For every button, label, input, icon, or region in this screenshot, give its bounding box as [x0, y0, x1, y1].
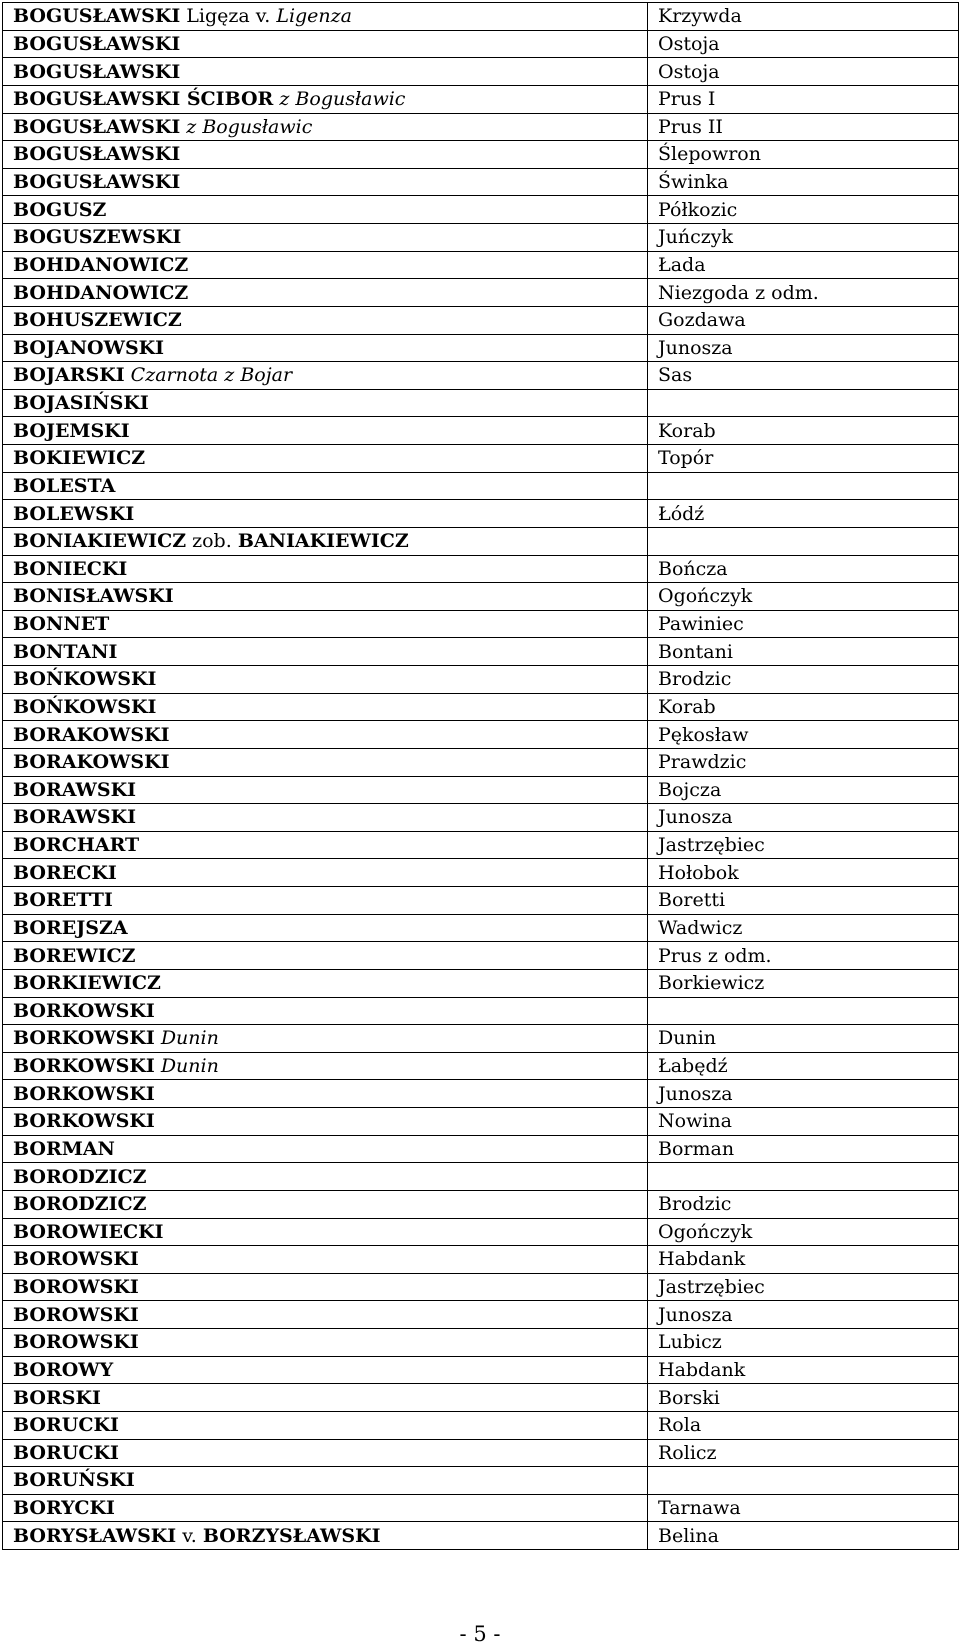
coat-of-arms: Hołobok — [658, 861, 739, 884]
surname-cell — [3, 1190, 648, 1218]
table-row — [3, 1108, 959, 1136]
surname: BOROWIECKI — [13, 1220, 164, 1243]
coat-of-arms: Nowina — [658, 1110, 732, 1133]
table-row — [3, 445, 959, 473]
coat-of-arms: Gozdawa — [658, 309, 746, 332]
coat-of-arms-cell — [648, 527, 959, 555]
surname-reference: BORZYSŁAWSKI — [202, 1524, 381, 1547]
coat-of-arms: Junosza — [658, 806, 733, 829]
coat-of-arms: Habdank — [658, 1358, 746, 1381]
table-row — [3, 1467, 959, 1495]
coat-of-arms-cell — [648, 168, 959, 196]
surname-cell — [3, 693, 648, 721]
coat-of-arms-cell — [648, 1384, 959, 1412]
surname-cell — [3, 914, 648, 942]
surname-cell — [3, 1301, 648, 1329]
surname-note: Ligęza v. Ligenza — [186, 5, 353, 28]
surname-cell — [3, 1025, 648, 1053]
coat-of-arms: Topór — [658, 447, 714, 470]
coat-of-arms: Niezgoda z odm. — [658, 281, 819, 304]
surname-reference: BANIAKIEWICZ — [237, 530, 409, 553]
surname-cell — [3, 30, 648, 58]
table-row — [3, 969, 959, 997]
table-row — [3, 224, 959, 252]
surname: BORCHART — [13, 834, 140, 857]
coat-of-arms-cell — [648, 914, 959, 942]
coat-of-arms-cell — [648, 1356, 959, 1384]
surname-cell — [3, 748, 648, 776]
surname-cell — [3, 1439, 648, 1467]
surname-cell — [3, 334, 648, 362]
surname-cell — [3, 555, 648, 583]
coat-of-arms: Borman — [658, 1137, 735, 1160]
surname: BORAKOWSKI — [13, 723, 170, 746]
surname: BOGUSŁAWSKI — [13, 171, 181, 194]
coat-of-arms: Sas — [658, 364, 693, 387]
coat-of-arms-cell — [648, 1135, 959, 1163]
surname: BOREWICZ — [13, 944, 136, 967]
coat-of-arms: Pawiniec — [658, 613, 744, 636]
table-row — [3, 721, 959, 749]
surname-cell — [3, 168, 648, 196]
surname: BOHDANOWICZ — [13, 253, 189, 276]
table-row — [3, 141, 959, 169]
surname: BORODZICZ — [13, 1165, 147, 1188]
surname: BONTANI — [13, 640, 118, 663]
table-row — [3, 638, 959, 666]
surname: BOREJSZA — [13, 916, 128, 939]
surname: BOROWSKI — [13, 1331, 139, 1354]
coat-of-arms: Belina — [658, 1524, 719, 1547]
coat-of-arms: Junosza — [658, 1303, 733, 1326]
coat-of-arms-cell — [648, 887, 959, 915]
coat-of-arms-cell — [648, 1052, 959, 1080]
coat-of-arms: Prus z odm. — [658, 944, 772, 967]
surname-cell — [3, 610, 648, 638]
surname-cell — [3, 804, 648, 832]
coat-of-arms: Borski — [658, 1386, 720, 1409]
surname-cell — [3, 141, 648, 169]
surname-cell — [3, 1052, 648, 1080]
coat-of-arms-cell — [648, 721, 959, 749]
surname-cell — [3, 1273, 648, 1301]
coat-of-arms-cell — [648, 1301, 959, 1329]
table-row — [3, 306, 959, 334]
surname: BOJEMSKI — [13, 419, 130, 442]
coat-of-arms-cell — [648, 417, 959, 445]
coat-of-arms-cell — [648, 113, 959, 141]
surname: BONIAKIEWICZ — [13, 530, 187, 553]
surname-cell — [3, 1246, 648, 1274]
table-row — [3, 196, 959, 224]
coat-of-arms: Lubicz — [658, 1331, 722, 1354]
surname-cell — [3, 85, 648, 113]
surname-cell — [3, 196, 648, 224]
surname-cell — [3, 279, 648, 307]
surname-cell — [3, 58, 648, 86]
table-row — [3, 1384, 959, 1412]
surname: BORKOWSKI — [13, 999, 155, 1022]
table-row — [3, 776, 959, 804]
table-row — [3, 1080, 959, 1108]
coat-of-arms-cell — [648, 831, 959, 859]
surname: BONNET — [13, 613, 110, 636]
table-row — [3, 362, 959, 390]
surname: BOŃKOWSKI — [13, 695, 157, 718]
coat-of-arms-cell — [648, 1494, 959, 1522]
table-row — [3, 831, 959, 859]
surname-cell — [3, 997, 648, 1025]
table-row — [3, 1246, 959, 1274]
coat-of-arms: Rola — [658, 1414, 702, 1437]
surname: BOGUSZ — [13, 198, 107, 221]
surname: BOROWSKI — [13, 1303, 139, 1326]
table-row — [3, 1411, 959, 1439]
surname-cell — [3, 1384, 648, 1412]
coat-of-arms-cell — [648, 859, 959, 887]
coat-of-arms: Jastrzębiec — [658, 834, 765, 857]
surname-note: z Bogusławic — [186, 115, 313, 138]
surname-cell — [3, 1329, 648, 1357]
surname-cell — [3, 1080, 648, 1108]
surname: BOHUSZEWICZ — [13, 309, 182, 332]
coat-of-arms-cell — [648, 804, 959, 832]
table-row — [3, 113, 959, 141]
surname: BOGUSŁAWSKI — [13, 115, 181, 138]
coat-of-arms-cell — [648, 1467, 959, 1495]
table-row — [3, 500, 959, 528]
coat-of-arms: Ogończyk — [658, 585, 753, 608]
surname: BONISŁAWSKI — [13, 585, 174, 608]
table-row — [3, 1439, 959, 1467]
surname: BORKOWSKI — [13, 1055, 155, 1078]
surname: BORKOWSKI — [13, 1027, 155, 1050]
table-row — [3, 748, 959, 776]
coat-of-arms: Tarnawa — [658, 1497, 741, 1520]
surname: BORAWSKI — [13, 806, 137, 829]
surname-cell — [3, 666, 648, 694]
table-row — [3, 417, 959, 445]
surname-note: zob. — [192, 530, 232, 553]
surname: BOGUSŁAWSKI — [13, 143, 181, 166]
surname-cell — [3, 1108, 648, 1136]
coat-of-arms-cell — [648, 472, 959, 500]
surname: BOROWSKI — [13, 1248, 139, 1271]
surname-note-variant: Ligenza — [276, 5, 353, 28]
coat-of-arms-cell — [648, 693, 959, 721]
coat-of-arms: Ogończyk — [658, 1220, 753, 1243]
coat-of-arms-cell — [648, 334, 959, 362]
coat-of-arms-cell — [648, 666, 959, 694]
table-row — [3, 555, 959, 583]
coat-of-arms: Krzywda — [658, 5, 742, 28]
coat-of-arms-cell — [648, 141, 959, 169]
surname: BOJANOWSKI — [13, 336, 165, 359]
surname: BOLESTA — [13, 474, 116, 497]
table-row — [3, 1052, 959, 1080]
table-row — [3, 1301, 959, 1329]
surname: BORYSŁAWSKI — [13, 1524, 177, 1547]
coat-of-arms: Korab — [658, 419, 716, 442]
table-row — [3, 1329, 959, 1357]
surname-cell — [3, 969, 648, 997]
coat-of-arms-cell — [648, 85, 959, 113]
surname-cell — [3, 224, 648, 252]
coat-of-arms-cell — [648, 306, 959, 334]
surname-cell — [3, 1356, 648, 1384]
surname-cell — [3, 113, 648, 141]
table-row — [3, 279, 959, 307]
coat-of-arms: Prus I — [658, 88, 716, 111]
surname: BOROWY — [13, 1358, 114, 1381]
coat-of-arms: Świnka — [658, 171, 729, 194]
surname: BORSKI — [13, 1386, 101, 1409]
table-row — [3, 334, 959, 362]
table-body — [3, 3, 959, 1550]
surname: BOJASIŃSKI — [13, 392, 149, 415]
coat-of-arms-cell — [648, 1218, 959, 1246]
table-row — [3, 1163, 959, 1191]
coat-of-arms-cell — [648, 583, 959, 611]
surname-cell — [3, 1163, 648, 1191]
coat-of-arms-cell — [648, 997, 959, 1025]
surname: BOGUSZEWSKI — [13, 226, 182, 249]
surname-cell — [3, 831, 648, 859]
armorial-table — [2, 2, 959, 1550]
coat-of-arms: Bończa — [658, 557, 728, 580]
coat-of-arms-cell — [648, 1246, 959, 1274]
surname: BORKIEWICZ — [13, 972, 161, 995]
surname: BOŃKOWSKI — [13, 668, 157, 691]
surname-cell — [3, 1467, 648, 1495]
surname-cell — [3, 251, 648, 279]
surname: BOROWSKI — [13, 1276, 139, 1299]
coat-of-arms: Ostoja — [658, 32, 720, 55]
coat-of-arms-cell — [648, 1411, 959, 1439]
coat-of-arms-cell — [648, 1080, 959, 1108]
coat-of-arms-cell — [648, 1025, 959, 1053]
coat-of-arms: Brodzic — [658, 1193, 732, 1216]
coat-of-arms: Korab — [658, 695, 716, 718]
surname-cell — [3, 472, 648, 500]
coat-of-arms-cell — [648, 1163, 959, 1191]
surname: BORKOWSKI — [13, 1082, 155, 1105]
coat-of-arms: Pękosław — [658, 723, 749, 746]
surname-cell — [3, 721, 648, 749]
surname: BORMAN — [13, 1137, 115, 1160]
coat-of-arms-cell — [648, 1273, 959, 1301]
coat-of-arms-cell — [648, 58, 959, 86]
coat-of-arms: Łada — [658, 253, 706, 276]
surname-cell — [3, 1411, 648, 1439]
table-row — [3, 693, 959, 721]
coat-of-arms-cell — [648, 389, 959, 417]
surname: BOGUSŁAWSKI — [13, 5, 181, 28]
coat-of-arms: Bojcza — [658, 778, 722, 801]
coat-of-arms-cell — [648, 942, 959, 970]
surname: BORUŃSKI — [13, 1469, 135, 1492]
surname-note: z Bogusławic — [279, 88, 406, 111]
table-row — [3, 804, 959, 832]
coat-of-arms-cell — [648, 500, 959, 528]
table-row — [3, 859, 959, 887]
surname: BOHDANOWICZ — [13, 281, 189, 304]
surname: BORUCKI — [13, 1414, 119, 1437]
surname: BOGUSŁAWSKI ŚCIBOR — [13, 88, 274, 111]
table-row — [3, 1273, 959, 1301]
surname-cell — [3, 583, 648, 611]
coat-of-arms: Borkiewicz — [658, 972, 765, 995]
surname: BOKIEWICZ — [13, 447, 146, 470]
coat-of-arms-cell — [648, 1522, 959, 1550]
coat-of-arms-cell — [648, 224, 959, 252]
table-row — [3, 610, 959, 638]
surname: BORAKOWSKI — [13, 751, 170, 774]
coat-of-arms: Ostoja — [658, 60, 720, 83]
table-row — [3, 942, 959, 970]
surname: BORAWSKI — [13, 778, 137, 801]
table-row — [3, 1218, 959, 1246]
surname: BONIECKI — [13, 557, 128, 580]
table-row — [3, 1356, 959, 1384]
surname-cell — [3, 942, 648, 970]
coat-of-arms-cell — [648, 1329, 959, 1357]
table-row — [3, 3, 959, 31]
surname-cell — [3, 445, 648, 473]
table-row — [3, 85, 959, 113]
coat-of-arms-cell — [648, 445, 959, 473]
table-row — [3, 914, 959, 942]
table-row — [3, 389, 959, 417]
surname-cell — [3, 859, 648, 887]
surname-note: Dunin — [160, 1027, 219, 1050]
coat-of-arms: Junosza — [658, 1082, 733, 1105]
surname-cell — [3, 887, 648, 915]
surname-cell — [3, 1494, 648, 1522]
surname-cell — [3, 500, 648, 528]
surname-cell — [3, 1522, 648, 1550]
table-row — [3, 527, 959, 555]
surname: BORODZICZ — [13, 1193, 147, 1216]
coat-of-arms: Juńczyk — [658, 226, 733, 249]
page-number: - 5 - — [459, 1622, 501, 1646]
surname-cell — [3, 389, 648, 417]
surname: BOLEWSKI — [13, 502, 135, 525]
coat-of-arms-cell — [648, 1190, 959, 1218]
surname-cell — [3, 638, 648, 666]
surname-cell — [3, 362, 648, 390]
table-row — [3, 58, 959, 86]
surname: BOGUSŁAWSKI — [13, 32, 181, 55]
coat-of-arms-cell — [648, 30, 959, 58]
coat-of-arms-cell — [648, 748, 959, 776]
surname-cell — [3, 3, 648, 31]
coat-of-arms: Prawdzic — [658, 751, 747, 774]
coat-of-arms: Rolicz — [658, 1441, 717, 1464]
surname-cell — [3, 1218, 648, 1246]
coat-of-arms: Bontani — [658, 640, 733, 663]
surname-cell — [3, 776, 648, 804]
table-row — [3, 887, 959, 915]
coat-of-arms: Jastrzębiec — [658, 1276, 765, 1299]
coat-of-arms: Dunin — [658, 1027, 717, 1050]
coat-of-arms-cell — [648, 3, 959, 31]
coat-of-arms: Wadwicz — [658, 916, 743, 939]
table-row — [3, 583, 959, 611]
coat-of-arms: Łabędź — [658, 1055, 728, 1078]
coat-of-arms-cell — [648, 251, 959, 279]
table-row — [3, 1522, 959, 1550]
surname-note: Dunin — [160, 1055, 219, 1078]
coat-of-arms: Półkozic — [658, 198, 738, 221]
coat-of-arms-cell — [648, 969, 959, 997]
surname: BORECKI — [13, 861, 117, 884]
table-row — [3, 30, 959, 58]
coat-of-arms: Boretti — [658, 889, 726, 912]
surname: BOGUSŁAWSKI — [13, 60, 181, 83]
surname: BORKOWSKI — [13, 1110, 155, 1133]
coat-of-arms: Prus II — [658, 115, 723, 138]
coat-of-arms: Brodzic — [658, 668, 732, 691]
coat-of-arms: Habdank — [658, 1248, 746, 1271]
surname: BOJARSKI — [13, 364, 125, 387]
table-row — [3, 1190, 959, 1218]
coat-of-arms-cell — [648, 196, 959, 224]
coat-of-arms: Junosza — [658, 336, 733, 359]
surname-cell — [3, 417, 648, 445]
coat-of-arms: Łódź — [658, 502, 705, 525]
table-row — [3, 997, 959, 1025]
coat-of-arms-cell — [648, 1108, 959, 1136]
table-row — [3, 472, 959, 500]
surname: BORUCKI — [13, 1441, 119, 1464]
coat-of-arms-cell — [648, 610, 959, 638]
surname-cell — [3, 306, 648, 334]
surname-note: v. — [182, 1524, 197, 1547]
surname-cell — [3, 527, 648, 555]
coat-of-arms-cell — [648, 638, 959, 666]
coat-of-arms-cell — [648, 362, 959, 390]
table-row — [3, 1135, 959, 1163]
coat-of-arms-cell — [648, 776, 959, 804]
surname-note: Czarnota z Bojar — [130, 364, 293, 387]
table-row — [3, 168, 959, 196]
coat-of-arms-cell — [648, 555, 959, 583]
surname-cell — [3, 1135, 648, 1163]
table-row — [3, 1494, 959, 1522]
coat-of-arms: Ślepowron — [658, 143, 761, 166]
table-row — [3, 1025, 959, 1053]
coat-of-arms-cell — [648, 1439, 959, 1467]
surname: BORYCKI — [13, 1497, 115, 1520]
coat-of-arms-cell — [648, 279, 959, 307]
table-row — [3, 251, 959, 279]
table-row — [3, 666, 959, 694]
surname: BORETTI — [13, 889, 113, 912]
